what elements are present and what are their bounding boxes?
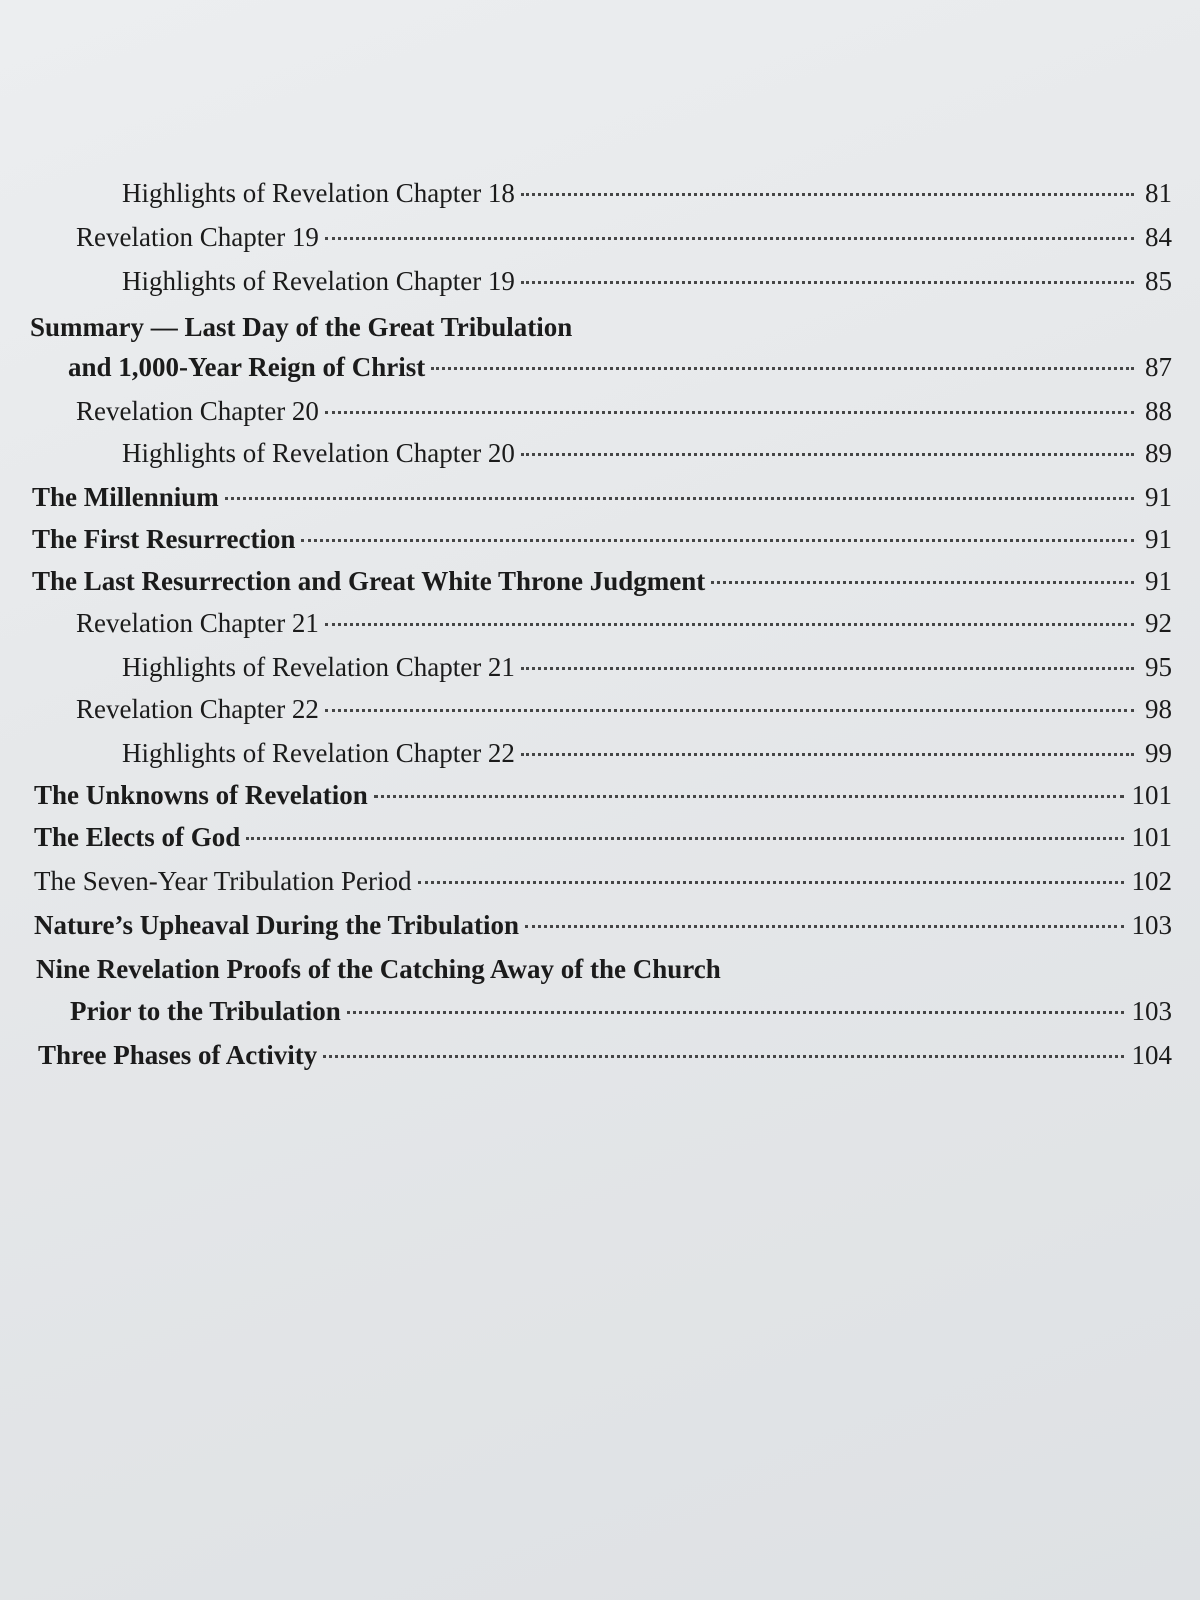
dot-leader	[521, 281, 1134, 284]
toc-entry-page: 91	[1145, 482, 1172, 512]
dot-leader	[521, 753, 1134, 756]
toc-entry-page: 102	[1131, 866, 1172, 896]
dot-leader	[418, 881, 1124, 884]
toc-entry-page: 104	[1131, 1040, 1172, 1070]
toc-entry	[122, 646, 1172, 688]
toc-entry-page: 101	[1131, 780, 1172, 810]
dot-leader	[325, 709, 1134, 712]
dot-leader	[323, 1055, 1123, 1058]
dot-leader	[246, 837, 1123, 840]
dot-leader	[325, 237, 1134, 240]
toc-entry-title: The Unknowns of Revelation	[34, 780, 368, 810]
toc-entry-page: 103	[1131, 996, 1172, 1026]
dot-leader	[347, 1011, 1124, 1014]
toc-entry-title: Revelation Chapter 21	[76, 608, 319, 638]
toc-entry-title: Highlights of Revelation Chapter 22	[122, 738, 515, 768]
toc-entry	[34, 860, 1172, 902]
toc-entry	[76, 602, 1172, 644]
dot-leader	[374, 795, 1124, 798]
toc-entry-title: Highlights of Revelation Chapter 21	[122, 652, 515, 682]
dot-leader	[711, 581, 1134, 584]
toc-entry	[38, 1034, 1172, 1076]
toc-entry	[32, 560, 1172, 602]
dot-leader	[301, 539, 1134, 542]
toc-entry-title-line1: Summary — Last Day of the Great Tribulation	[30, 312, 573, 342]
toc-entry-page: 87	[1145, 352, 1172, 382]
dot-leader	[521, 453, 1134, 456]
toc-entry	[32, 518, 1172, 560]
toc-entry-page: 98	[1145, 694, 1172, 724]
toc-entry-page: 89	[1145, 438, 1172, 468]
toc-entry-title: and 1,000-Year Reign of Christ	[68, 352, 426, 382]
toc-entry-title-line1: Nine Revelation Proofs of the Catching Away of the Church	[36, 954, 721, 984]
toc-entry-page: 88	[1145, 396, 1172, 426]
toc-entry-page: 103	[1131, 910, 1172, 940]
toc-entry-title: The Last Resurrection and Great White Throne Judgment	[32, 566, 706, 596]
toc-entry-page: 85	[1145, 266, 1172, 296]
toc-entry-title: Highlights of Revelation Chapter 18	[122, 178, 515, 208]
toc-entry-title: Highlights of Revelation Chapter 19	[122, 266, 515, 296]
toc-entry	[76, 216, 1172, 258]
dot-leader	[525, 925, 1123, 928]
toc-entry	[70, 990, 1172, 1032]
toc-entry-page: 84	[1145, 222, 1172, 252]
dot-leader	[225, 497, 1134, 500]
toc-entry-title: Revelation Chapter 22	[76, 694, 319, 724]
dot-leader	[521, 667, 1134, 670]
toc-entry	[122, 732, 1172, 774]
toc-entry-page: 95	[1145, 652, 1172, 682]
toc-entry	[68, 346, 1172, 388]
dot-leader	[325, 623, 1134, 626]
toc-entry-page: 99	[1145, 738, 1172, 768]
toc-entry	[122, 260, 1172, 302]
dot-leader	[521, 193, 1134, 196]
toc-entry	[122, 172, 1172, 214]
dot-leader	[325, 411, 1134, 414]
toc-entry	[76, 688, 1172, 730]
toc-entry	[122, 432, 1172, 474]
toc-entry-title: Highlights of Revelation Chapter 20	[122, 438, 515, 468]
toc-entry-title: The Seven-Year Tribulation Period	[34, 866, 412, 896]
toc-entry-title: Revelation Chapter 19	[76, 222, 319, 252]
toc-entry-title: Three Phases of Activity	[38, 1040, 318, 1070]
toc-entry	[34, 816, 1172, 858]
toc-entry-title: Revelation Chapter 20	[76, 396, 319, 426]
toc-entry-title: The Elects of God	[34, 822, 241, 852]
toc-entry-title: Nature’s Upheaval During the Tribulation	[34, 910, 520, 940]
toc-entry	[76, 390, 1172, 432]
toc-entry-page: 91	[1145, 566, 1172, 596]
toc-entry-page: 81	[1145, 178, 1172, 208]
toc-entry-page: 101	[1131, 822, 1172, 852]
toc-entry-page: 91	[1145, 524, 1172, 554]
dot-leader	[431, 367, 1134, 370]
toc-entry-title: The Millennium	[32, 482, 219, 512]
toc-entry-title: Prior to the Tribulation	[70, 996, 341, 1026]
toc-entry-title: The First Resurrection	[32, 524, 296, 554]
toc-entry-page: 92	[1145, 608, 1172, 638]
toc-entry	[34, 904, 1172, 946]
toc-entry	[32, 476, 1172, 518]
toc-entry	[34, 774, 1172, 816]
